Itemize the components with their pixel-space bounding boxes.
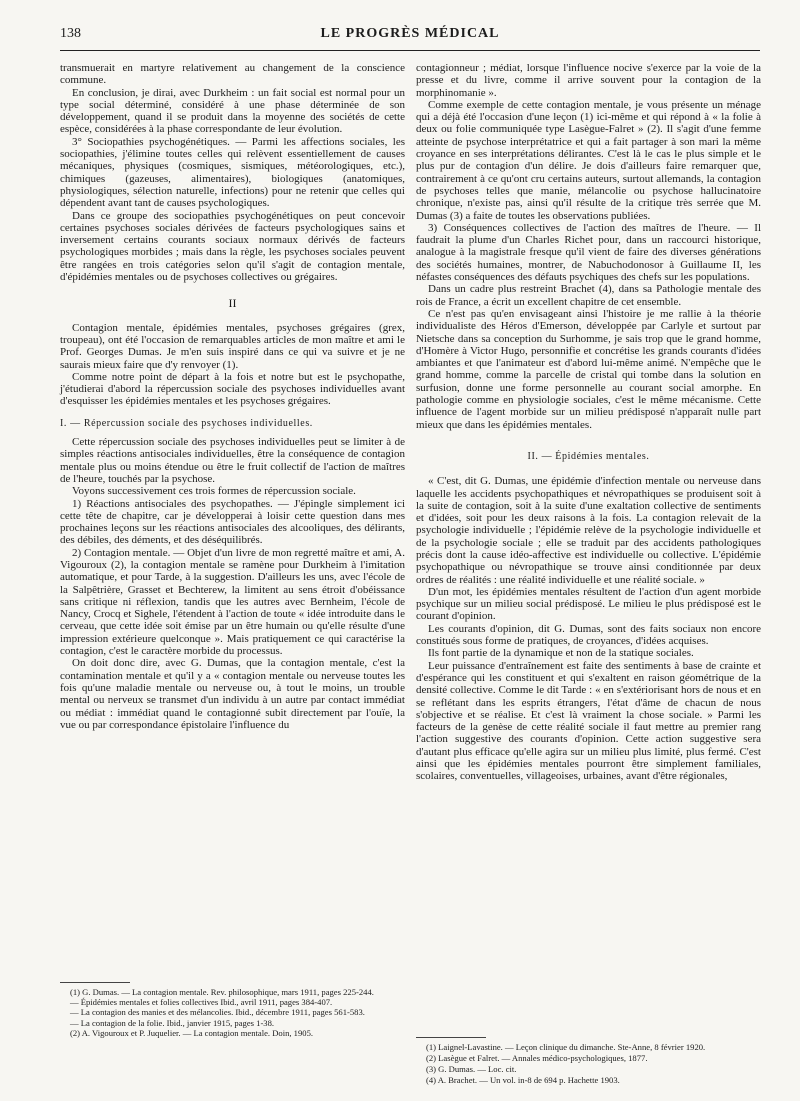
footnote: (3) G. Dumas. — Loc. cit. [426,1064,517,1074]
paragraph: « C'est, dit G. Dumas, une épidémie d'infection mentale ou nerveuse dans laquelle les accidents psychopathiques et névropathiques se produisent soit à la suite de contagion, soit à la suite d'une exaltation collective de sentiments et d'idées, soit pour les deux raisons à la fois. La contagion relevait de la psychologie individuelle ; l'épidémie relève de la psychologie individuelle et de la psychologie sociale ; elle se traduit par des accidents pathologiques précis dont la cause idéo-affective est individuelle ou collective. L'épidémie psychopathique ou névropathique se trouve ainsi conditionnée par deux ordres de réalités : une réalité individuelle et une réalité sociale. » [416,475,761,586]
paragraph: 3) Conséquences collectives de l'action des maîtres de l'heure. — Il faudrait la plume d'un Charles Richet pour, dans un raccourci historique, analogue à la magistrale fresque qu'il vient de faire des diverses générations des sociétés humaines, montrer, de Nabuchodonosor à Guillaume II, les néfastes conséquences des défauts psychiques des chefs sur les populations. [416,221,761,284]
paragraph: En conclusion, je dirai, avec Durkheim : un fait social est normal pour un type social déterminé, considéré à une phase déterminée de son développement, quand il se produit dans la moyenne des sociétés de cette espèce, considérées à la phase correspondante de leur évolution. [60,86,405,136]
paragraph: 1) Réactions antisociales des psychopathes. — J'épingle simplement ici cette tête de chapitre, car je développerai à loisir cette question dans mes prochaines leçons sur les réactions antisociales des alcooliques, des délirants, des débiles, des déments, et des déséquilibrés. [60,497,405,547]
paragraph: contagionneur ; médiat, lorsque l'influence nocive s'exerce par la voie de la presse et du livre, comme il arrive souvent pour la contagion de la morphinomanie ». [416,62,761,99]
page-number: 138 [60,26,81,41]
paragraph: Dans ce groupe des sociopathies psychogénétiques on peut concevoir certaines psychoses sociales dérivées de facteurs psychologiques sains et inversement certains courants sociaux normaux dérivés de facteurs psychologiques morbides ; mais dans la règle, les psychoses sociales peuvent être rangées en trois catégories selon qu'il s'agit de contagion mentale, d'épidémies mentales ou de psychoses collectives ou grégaires. [60,209,405,284]
paragraph: Ce n'est pas qu'en envisageant ainsi l'histoire je me rallie à la théorie individualiste des Héros d'Emerson, développée par Carlyle et surtout par Nietsche dans sa conception du Surhomme, je sais trop que le grand homme, d'Homère à Victor Hugo, personnifie et concrétise les grands courants d'idées ambiantes et que l'animateur est d'abord lui-même animé. N'empêche que le grand homme, comme la parcelle de cristal qui tombe dans la solution en surfusion, donne une forme personnelle au courant social amorphe. En pathologie comme en physiologie sociales, c'est le même mécanisme. Cette influence de l'agent morbide sur un milieu prédisposé n'apparaît nulle part mieux que dans les épidémies mentales. [416,307,761,431]
section-number: II [228,296,237,311]
paragraph: D'un mot, les épidémies mentales résultent de l'action d'un agent morbide psychique sur un milieu social prédisposé. Le milieu le plus prédisposé est le courant d'opinion. [416,585,761,623]
page-header [60,26,760,42]
footnote: (1) Laignel-Lavastine. — Leçon clinique du dimanche. Ste-Anne, 8 février 1920. [426,1042,706,1052]
footnote: (1) G. Dumas. — La contagion mentale. Rev. philosophique, mars 1911, pages 225-244. [70,987,374,997]
paragraph: Voyons successivement ces trois formes de répercussion sociale. [72,485,356,498]
paragraph: On doit donc dire, avec G. Dumas, que la contagion mentale, c'est la contamination mentale et qu'il y a « contagion mentale ou nerveuse toutes les fois qu'une maladie mentale ou nerveuse ou, à tout le moins, un trouble mental ou nerveux se transmet d'un individu à un autre par contact immédiat ou médiat : immédiat quand le contagionné subit directement par l'ouïe, la vue ou par correspondance épistolaire l'influence du [60,657,405,731]
paragraph: Leur puissance d'entraînement est faite des sentiments à base de crainte et d'espérance qui les constituent et qui s'exaltent en raison géométrique de la densité collective. Comme le dit Tarde : « en s'extériorisant hors de nous et en se reflétant dans les esprits étrangers, l'état d'âme de chacun de nous s'objective et se réalise. Et c'est là vraiment la chose sociale. » Parmi les facteurs de la genèse de cette réalité sociale il faut mettre au premier rang l'action suggestive des courants d'opinion. Cette action suggestive sera d'autant plus efficace qu'elle agira sur un milieu plus limité, plus fermé. C'est ainsi que les épidémies mentales pourront être simplement familiales, scolaires, conventuelles, villageoises, urbaines, avant d'être régionales, [416,659,761,783]
paragraph: Comme exemple de cette contagion mentale, je vous présente un ménage qui a déjà été l'occasion d'une leçon (1) ici-même et qui répond à « la folie à deux ou folie communiquée type Lasègue-Falret » (2). Il s'agit d'une femme atteinte de psychose interprétatrice et qui a fait partager à son mari la même croyance en ses interprétations délirantes. C'est là le cas le plus simple et le plus pur de contagion d'un délire. Je dois d'ailleurs faire remarquer que, contrairement à ce qu'ont cru certains auteurs, surtout allemands, la contagion de psychoses telles que manie, mélancolie ou psychose hallucinatoire chronique, n'existe pas, ainsi qu'il résulte de la critique très serrée que M. Dumas (3) a faite de toutes les observations publiées. [416,98,761,222]
footnote: (2) A. Vigouroux et P. Juquelier. — La contagion mentale. Doin, 1905. [70,1027,314,1038]
footnote-rule [60,982,130,983]
paragraph: 3° Sociopathies psychogénétiques. — Parmi les affections sociales, les sociopathies, j'élimine toutes celles qui relèvent essentiellement de causes mécaniques, physiques (cosmiques, sismiques, météorologiques, etc.), chimiques (gazeuses, alimentaires), biologiques (anatomiques, physiologiques, sélection naturelle, infections) pour ne retenir que celles qui dépendent avant tant de causes psychologiques. [60,135,405,210]
footnote: (4) A. Brachet. — Un vol. in-8 de 694 p. Hachette 1903. [426,1075,620,1085]
section-heading: I. — Répercussion sociale des psychoses individuelles. [60,417,313,429]
left-footnotes [60,972,405,1038]
right-column [416,62,761,783]
footnote: — La contagion des manies et des mélancolies. Ibid., décembre 1911, pages 561-583. [70,1007,365,1018]
paragraph: Les courants d'opinion, dit G. Dumas, sont des faits sociaux non encore constitués sous forme de pratiques, de croyances, d'idées acquises. [416,622,761,648]
paragraph: Cette répercussion sociale des psychoses individuelles peut se limiter à de simples réactions antisociales individuelles, être la conséquence de contagion mentale plus ou moins étendue ou être le fruit collectif de l'action de maîtres de l'heure, touchés par la psychose. [60,436,405,485]
paragraph: Contagion mentale, épidémies mentales, psychoses grégaires (grex, troupeau), ont été l'occasion de remarquables articles de mon maître et ami le Prof. Georges Dumas. Je m'en suis inspiré dans ce qui va suivre et je ne saurais mieux faire que d'y renvoyer (1). [60,321,405,371]
paragraph: 2) Contagion mentale. — Objet d'un livre de mon regretté maître et ami, A. Vigouroux (2), la contagion mentale se ramène pour Durkheim à l'imitation automatique, et pour Tarde, à la suggestion. D'ailleurs les uns, avec l'école de la Salpêtrière, Grasset et Bechterew, la limitent au sens étroit d'obéissance sans critique ni réflexion, tandis que les autres avec Bernheim, l'école de Nancy, Crocq et Sighele, l'étendent à l'action de toute « idée introduite dans le cerveau, que cette idée soit émise par un être humain ou qu'elle résulte d'une impression extérieure quelconque ». Mais pratiquement ce qui caractérise la contagion, c'est le caractère morbide du processus. [60,546,405,658]
section-heading: II. — Épidémies mentales. [527,450,650,462]
paragraph: transmuerait en martyre relativement au changement de la conscience commune. [60,62,405,87]
header-rule [60,50,760,51]
right-footnotes [416,1027,761,1086]
footnote: — Épidémies mentales et folies collectives Ibid., avril 1911, pages 384-407. [70,997,333,1008]
running-head: LE PROGRÈS MÉDICAL [320,26,500,41]
paragraph: Ils font partie de la dynamique et non de la statique sociales. [428,647,694,660]
footnote-rule [416,1037,486,1038]
footnote: — La contagion de la folie. Ibid., janvier 1915, pages 1-38. [70,1017,275,1028]
footnote: (2) Lasègue et Falret. — Annales médico-psychologiques, 1877. [426,1053,648,1063]
left-column [60,62,405,731]
paragraph: Comme notre point de départ à la fois et notre but est le psychopathe, j'étudierai d'abord la répercussion sociale des psychoses individuelles avant d'esquisser les épidémies mentales et les psychoses grégaires. [60,370,405,408]
paragraph: Dans un cadre plus restreint Brachet (4), dans sa Pathologie mentale des rois de France, a écrit un excellent chapitre de cet ensemble. [416,283,761,308]
